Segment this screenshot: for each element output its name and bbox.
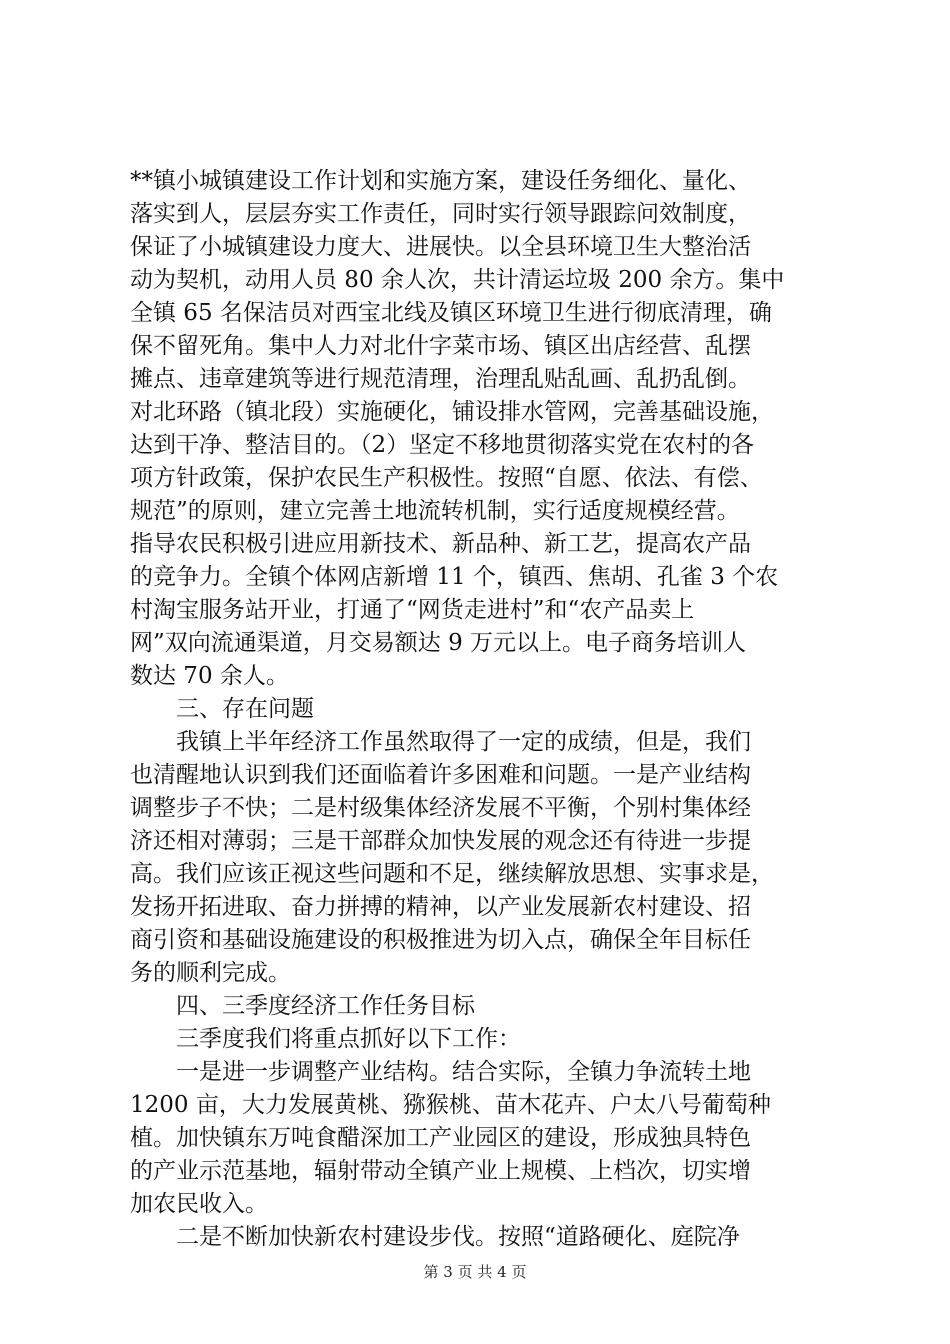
text-line: 村淘宝服务站开业，打通了“网货走进村”和“农产品卖上: [130, 597, 695, 623]
page-footer: 第 3 页 共 4 页: [423, 1263, 527, 1281]
text-line: 发扬开拓进取、奋力拼搏的精神，以产业发展新农村建设、招: [130, 894, 751, 920]
text-line: 我镇上半年经济工作虽然取得了一定的成绩，但是，我们: [130, 729, 751, 755]
text-line: 数达 70 余人。: [130, 663, 289, 689]
text-line: 高。我们应该正视这些问题和不足，继续解放思想、实事求是，: [130, 861, 774, 887]
text-line: 商引资和基础设施建设的积极推进为切入点，确保全年目标任: [130, 927, 751, 953]
text-line: 三、存在问题: [130, 696, 314, 722]
text-line: 一是进一步调整产业结构。结合实际，全镇力争流转土地: [130, 1059, 751, 1085]
text-line: 保证了小城镇建设力度大、进展快。以全县环境卫生大整治活: [130, 234, 751, 260]
text-line: 落实到人，层层夯实工作责任，同时实行领导跟踪问效制度，: [130, 201, 751, 227]
text-line: 达到干净、整洁目的。（2）坚定不移地贯彻落实党在农村的各: [130, 432, 755, 458]
text-line: 摊点、违章建筑等进行规范清理，治理乱贴乱画、乱扔乱倒。: [130, 366, 751, 392]
text-line: 加农民收入。: [130, 1191, 268, 1217]
text-line: 务的顺利完成。: [130, 960, 291, 986]
text-line: 调整步子不快；二是村级集体经济发展不平衡，个别村集体经: [130, 795, 751, 821]
text-line: 也清醒地认识到我们还面临着许多困难和问题。一是产业结构: [130, 762, 751, 788]
text-line: 网”双向流通渠道，月交易额达 9 万元以上。电子商务培训人: [130, 630, 747, 656]
text-line: **镇小城镇建设工作计划和实施方案，建设任务细化、量化、: [130, 168, 751, 194]
text-line: 动为契机，动用人员 80 余人次，共计清运垃圾 200 余方。集中: [130, 267, 785, 293]
text-line: 济还相对薄弱；三是干部群众加快发展的观念还有待进一步提: [130, 828, 751, 854]
text-line: 的产业示范基地，辐射带动全镇产业上规模、上档次，切实增: [130, 1158, 751, 1184]
text-line: 植。加快镇东万吨食醋深加工产业园区的建设，形成独具特色: [130, 1125, 751, 1151]
text-line: 保不留死角。集中人力对北什字菜市场、镇区出店经营、乱摆: [130, 333, 751, 359]
text-line: 二是不断加快新农村建设步伐。按照“道路硬化、庭院净: [130, 1224, 740, 1250]
text-line: 规范”的原则，建立完善土地流转机制，实行适度规模经营。: [130, 498, 740, 524]
body-text: [130, 165, 830, 1254]
text-line: 四、三季度经济工作任务目标: [130, 993, 475, 1019]
text-line: 的竞争力。全镇个体网店新增 11 个，镇西、焦胡、孔雀 3 个农: [130, 564, 779, 590]
text-line: 三季度我们将重点抓好以下工作：: [130, 1026, 521, 1052]
text-line: 对北环路（镇北段）实施硬化，铺设排水管网，完善基础设施，: [130, 399, 774, 425]
text-line: 指导农民积极引进应用新技术、新品种、新工艺，提高农产品: [130, 531, 751, 557]
text-line: 1200 亩，大力发展黄桃、猕猴桃、苗木花卉、户太八号葡萄种: [130, 1092, 771, 1118]
text-line: 项方针政策，保护农民生产积极性。按照“自愿、依法、有偿、: [130, 465, 763, 491]
text-line: 全镇 65 名保洁员对西宝北线及镇区环境卫生进行彻底清理，确: [130, 300, 772, 326]
